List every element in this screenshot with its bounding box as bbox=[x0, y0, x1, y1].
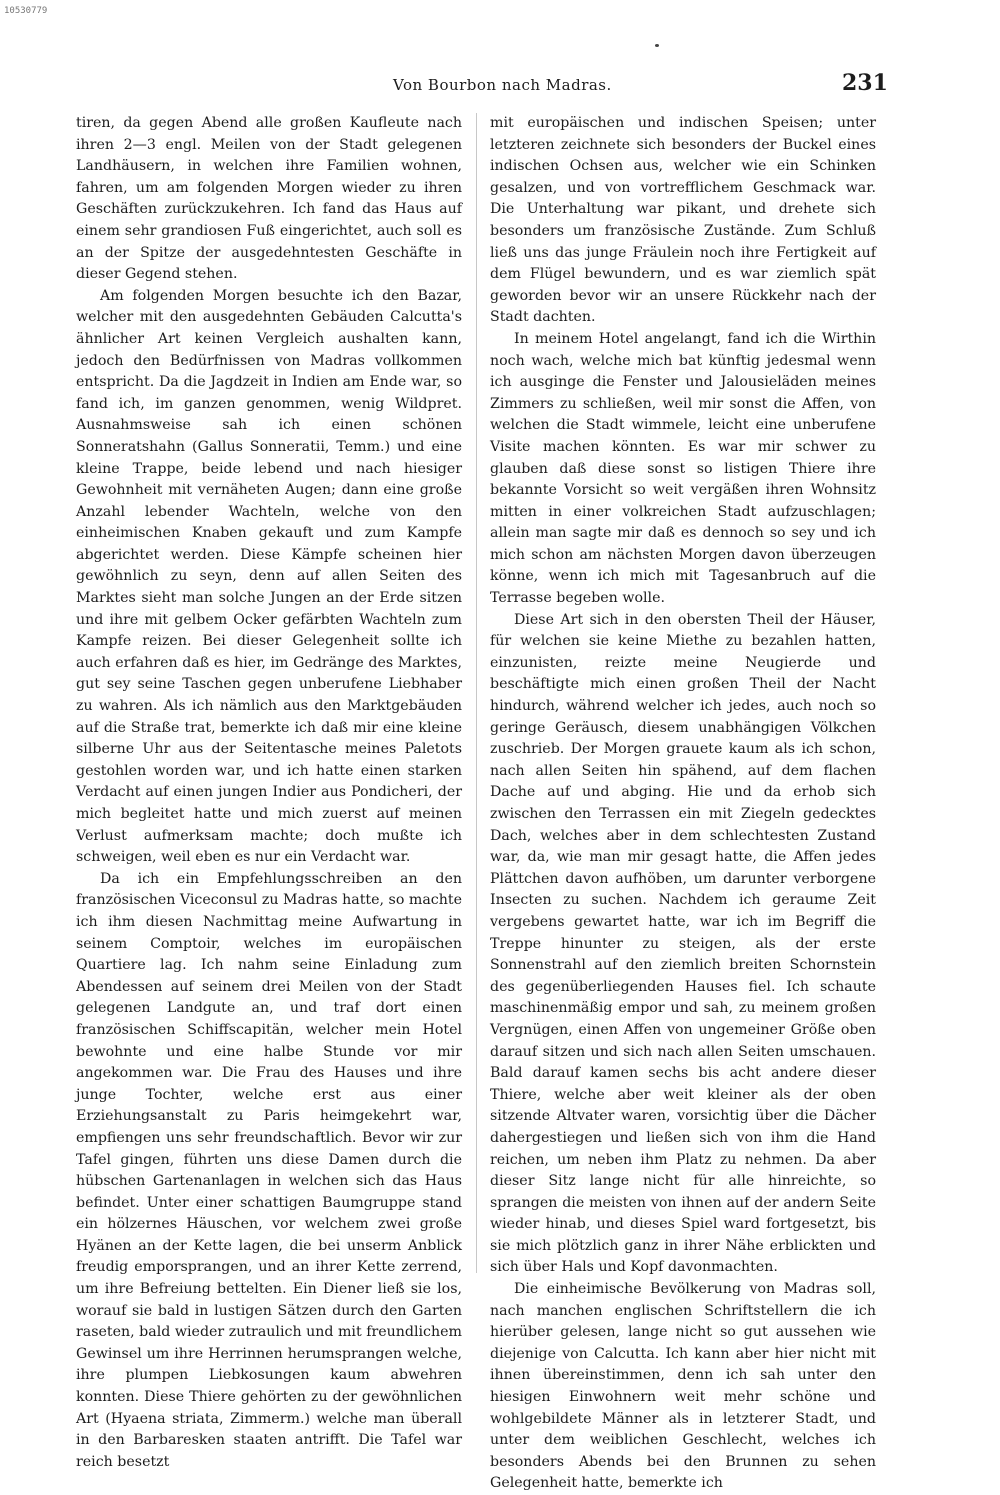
paragraph: Die einheimische Bevölkerung von Madras soll, nach manchen englischen Schriftstellern die ich hierüber gelesen, lange nicht so gut aussehen wie diejenige von Calcutta. Ich kann aber hier nicht mit ihnen übereinstimmen, denn ich sah unter den hiesigen Einwohnern weit mehr schöne und wohlgebildete Männer als in letzterer Stadt, und unter dem weiblichen Geschlecht, welches ich besonders Abends bei den Brunnen zu sehen Gelegenheit hatte, bemerkte ich bbox=[490, 1281, 876, 1492]
left-column bbox=[76, 113, 462, 1473]
scan-id-label: 10530779 bbox=[4, 6, 48, 16]
running-title: Von Bourbon nach Madras. bbox=[393, 76, 612, 94]
right-column bbox=[490, 113, 876, 1495]
paragraph: mit europäischen und indischen Speisen; unter letzteren zeichnete sich besonders der Buckel eines indischen Ochsen aus, welcher wie ein Schinken gesalzen, und von vortrefflichem Geschmack war. Die Unterhaltung war pikant, und drehete sich besonders um französische Zustände. Zum Schluß ließ uns das junge Fräulein noch ihre Fertigkeit auf dem Flügel bewundern, und es war ziemlich spät geworden bevor wir an unsere Rückkehr nach der Stadt dachten. bbox=[490, 115, 876, 326]
paragraph: In meinem Hotel angelangt, fand ich die Wirthin noch wach, welche mich bat künftig jedesmal wenn ich ausginge die Fenster und Jalousieläden meines Zimmers zu schließen, weil mir sonst die Affen, von welchen die Stadt wimmele, leicht eine unberufene Visite machen könnten. Es war mir schwer zu glauben daß diese sonst so listigen Thiere ihre bekannte Vorsicht so weit vergäßen ihren Wohnsitz mitten in einer volkreichen Stadt aufzuschlagen; allein man sagte mir daß es dennoch so sey und ich mich schon am nächsten Morgen davon überzeugen könne, wenn ich mich mit Tagesanbruch auf die Terrasse begeben wolle. bbox=[490, 330, 876, 607]
paragraph: Diese Art sich in den obersten Theil der Häuser, für welchen sie keine Miethe zu bezahlen hatten, einzunisten, reizte meine Neugierde und beschäftigte mich einen großen Theil der Nacht hindurch, während welcher ich jedes, auch noch so geringe Geräusch, diesem unabhängigen Völkchen zuschrieb. Der Morgen grauete kaum als ich schon, nach allen Seiten hin spähend, auf dem flachen Dache auf und abging. Hie und da erhob sich zwischen den Terrassen ein mit Ziegeln gedecktes Dach, welches aber in dem schlechtesten Zustand war, da, wie man mir gesagt hatte, die Affen jedes Plättchen davon aufhöben, um darunter verborgene Insecten zu suchen. Nachdem ich geraume Zeit vergebens gewartet hatte, war ich im Begriff die Treppe hinunter zu steigen, als der erste Sonnenstrahl auf den ziemlich breiten Schornstein des gegenüberliegenden Hauses fiel. Ich schaute maschinenmäßig empor und sah, zu meinem großen Vergnügen, einen Affen von ungemeiner Größe oben darauf sitzen und sich nach allen Seiten umschauen. Bald darauf kamen sechs bis acht andere dieser Thiere, welche aber weit kleiner als der oben sitzende Altvater waren, vorsichtig über die Dächer dahergestiegen und ließen sich von ihm die Hand reichen, um neben ihm Platz zu nehmen. Da aber dieser Sitz lange nicht für alle hinreichte, so sprangen die meisten von ihnen auf der andern Seite wieder hinab, und dieses Spiel ward fortgesetzt, bis sie mich plötzlich ganz in ihrer Nähe erblickten und sich über Hals und Kopf davonmachten. bbox=[490, 611, 876, 1276]
print-speck bbox=[655, 44, 659, 47]
column-divider bbox=[476, 113, 477, 1273]
page-number: 231 bbox=[842, 70, 888, 96]
paragraph: tiren, da gegen Abend alle großen Kaufleute nach ihren 2—3 engl. Meilen von der Stadt gelegenen Landhäusern, in welchen ihre Familien wohnen, fahren, um am folgenden Morgen wieder zu ihren Geschäften zurückzukehren. Ich fand das Haus auf einem sehr grandiosen Fuß eingerichtet, auch soll es an der Spitze der ausgedehntesten Geschäfte in dieser Gegend stehen. bbox=[76, 115, 462, 283]
paragraph: Da ich ein Empfehlungsschreiben an den französischen Viceconsul zu Madras hatte, so machte ich ihm diesen Nachmittag meine Aufwartung in seinem Comptoir, welches im europäischen Quartiere lag. Ich nahm seine Einladung zum Abendessen auf seinem drei Meilen von der Stadt gelegenen Landgute an, und traf dort einen französischen Schiffscapitän, welcher mein Hotel bewohnte und eine halbe Stunde vor mir angekommen war. Die Frau des Hauses und ihre junge Tochter, welche erst aus einer Erziehungsanstalt zu Paris heimgekehrt war, empfiengen uns sehr freundschaftlich. Bevor wir zur Tafel gingen, führten uns diese Damen durch die hübschen Gartenanlagen in welchen sich das Haus befindet. Unter einer schattigen Baumgruppe stand ein hölzernes Häuschen, vor welchem zwei große Hyänen an der Kette lagen, die bei unserm Anblick freudig emporsprangen, und an ihrer Kette zerrend, um ihre Befreiung bettelten. Ein Diener ließ sie los, worauf sie bald in lustigen Sätzen durch den Garten raseten, bald wieder zutraulich und mit freundlichem Gewinsel um ihre Herrinnen herumsprangen welche, ihre plumpen Liebkosungen kaum abwehren konnten. Diese Thiere gehörten zu der gewöhnlichen Art (Hyaena striata, Zimmerm.) welche man überall in den Barbaresken staaten antrifft. Die Tafel war reich besetzt bbox=[76, 870, 462, 1470]
paragraph: Am folgenden Morgen besuchte ich den Bazar, welcher mit den ausgedehnten Gebäuden Calcutta's ähnlicher Art keinen Vergleich aushalten kann, jedoch den Bedürfnissen von Madras vollkommen entspricht. Da die Jagdzeit in Indien am Ende war, so fand ich, im ganzen genommen, wenig Wildpret. Ausnahmsweise sah ich einen schönen Sonneratshahn (Gallus Sonneratii, Temm.) und eine kleine Trappe, beide lebend und nach hiesiger Gewohnheit mit vernäheten Augen; dann eine große Anzahl lebender Wachteln, welche von den einheimischen Knaben gekauft und zum Kampfe abgerichtet werden. Diese Kämpfe scheinen hier gewöhnlich zu seyn, denn auf allen Seiten des Marktes sieht man solche Jungen an der Erde sitzen und ihre mit gelbem Ocker gefärbten Wachteln zum Kampfe reizen. Bei dieser Gelegenheit sollte ich auch erfahren daß es hier, im Gedränge des Marktes, gut sey seine Taschen gegen unberufene Liebhaber zu wahren. Als ich nämlich aus den Marktgebäuden auf die Straße trat, bemerkte ich daß mir eine kleine silberne Uhr aus der Seitentasche meines Paletots gestohlen worden war, und ich hatte einen starken Verdacht auf einen jungen Indier aus Pondicheri, der mich begleitet hatte und mich zuerst auf meinen Verlust aufmerksam machte; doch mußte ich schweigen, weil eben es nur ein Verdacht war. bbox=[76, 287, 462, 866]
